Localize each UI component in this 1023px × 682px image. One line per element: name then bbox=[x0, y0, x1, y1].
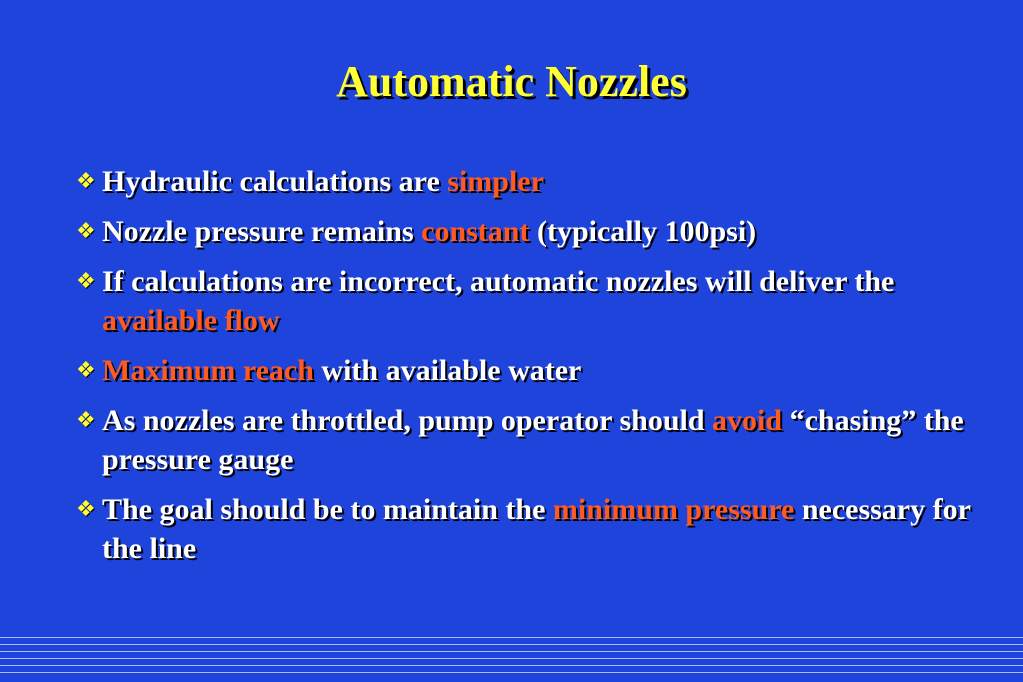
diamond-bullet-icon: ❖ bbox=[76, 219, 96, 244]
divider bbox=[0, 658, 1023, 659]
bullet-text-tail: with available water bbox=[313, 354, 582, 387]
bullet-text: As nozzles are throttled, pump operator should bbox=[102, 404, 713, 437]
divider bbox=[0, 665, 1023, 666]
diamond-bullet-icon: ❖ bbox=[76, 358, 96, 383]
bullet-text: The goal should be to maintain the bbox=[102, 493, 553, 526]
bullet-item bbox=[76, 401, 976, 479]
bullet-list bbox=[76, 162, 976, 579]
bullet-text-tail: necessary for the line bbox=[102, 493, 971, 565]
diamond-bullet-icon: ❖ bbox=[76, 497, 96, 522]
diamond-bullet-icon: ❖ bbox=[76, 408, 96, 433]
bullet-highlight: avoid bbox=[712, 404, 783, 437]
bullet-highlight: Maximum reach bbox=[102, 354, 314, 387]
bullet-highlight: simpler bbox=[447, 165, 544, 198]
bullet-text-tail: (typically 100psi) bbox=[529, 215, 757, 248]
bullet-highlight: available flow bbox=[102, 304, 280, 337]
bullet-highlight: minimum pressure bbox=[552, 493, 795, 526]
divider bbox=[0, 644, 1023, 645]
slide-title: Automatic Nozzles bbox=[336, 57, 687, 106]
bullet-item bbox=[76, 490, 976, 568]
bullet-item bbox=[76, 351, 976, 390]
bullet-text: If calculations are incorrect, automatic nozzles will deliver the bbox=[102, 265, 895, 298]
bullet-highlight: constant bbox=[421, 215, 530, 248]
diamond-bullet-icon: ❖ bbox=[76, 269, 96, 294]
divider bbox=[0, 637, 1023, 638]
divider bbox=[0, 672, 1023, 673]
footer-decorative-lines bbox=[0, 637, 1023, 679]
diamond-bullet-icon: ❖ bbox=[76, 169, 96, 194]
bullet-text: Nozzle pressure remains bbox=[102, 215, 422, 248]
bullet-text: Hydraulic calculations are bbox=[102, 165, 448, 198]
divider bbox=[0, 651, 1023, 652]
bullet-item bbox=[76, 162, 976, 201]
bullet-text-tail: “chasing” the pressure gauge bbox=[102, 404, 964, 476]
bullet-item bbox=[76, 212, 976, 251]
bullet-item bbox=[76, 262, 976, 340]
